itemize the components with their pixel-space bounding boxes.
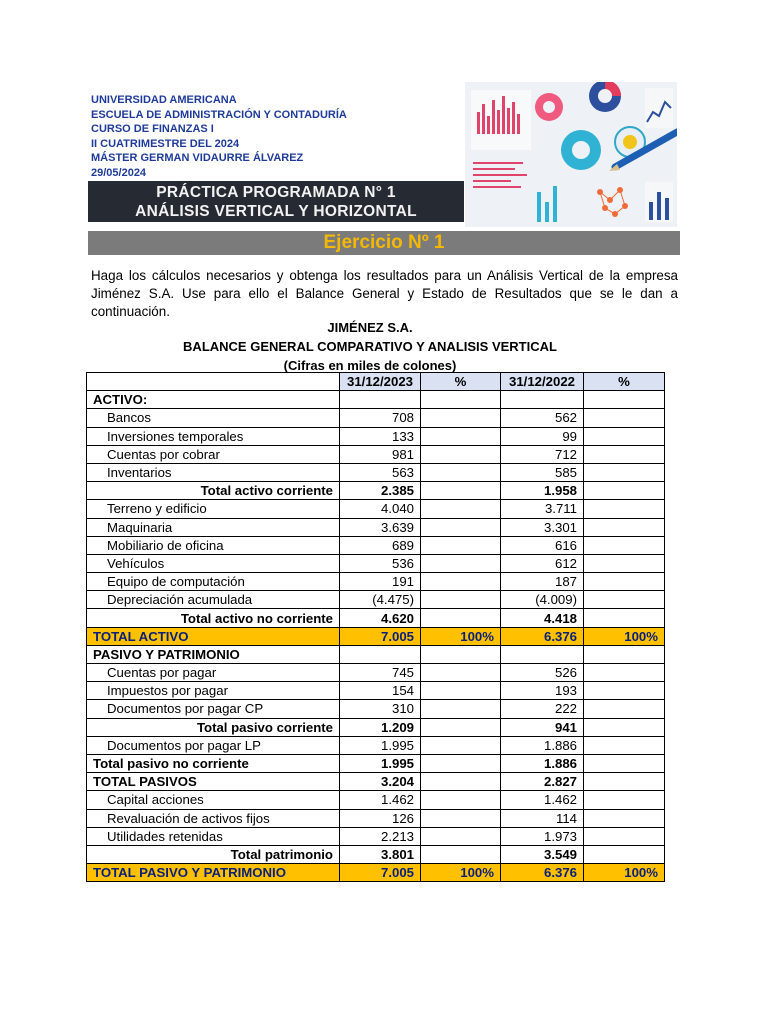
- value-2023: (4.475): [340, 591, 421, 609]
- value-2022: 2.827: [501, 773, 584, 791]
- percent-2022: [584, 573, 665, 591]
- value-2022: [501, 645, 584, 663]
- value-2022: 3.549: [501, 845, 584, 863]
- charts-photo: [465, 82, 677, 227]
- value-2023: 1.209: [340, 718, 421, 736]
- row-label: ACTIVO:: [87, 391, 340, 409]
- header-cell-2022: 31/12/2022: [501, 373, 584, 391]
- row-label: TOTAL PASIVOS: [87, 773, 340, 791]
- table-row: [87, 445, 665, 463]
- percent-2022: [584, 391, 665, 409]
- value-2023: 745: [340, 664, 421, 682]
- percent-2022: [584, 718, 665, 736]
- table-row: [87, 573, 665, 591]
- value-2022: 1.958: [501, 482, 584, 500]
- value-2023: 191: [340, 573, 421, 591]
- percent-2023: [421, 645, 501, 663]
- percent-2023: [421, 445, 501, 463]
- value-2022: 712: [501, 445, 584, 463]
- value-2023: 4.040: [340, 500, 421, 518]
- percent-2023: [421, 427, 501, 445]
- table-row: [87, 827, 665, 845]
- value-2022: 1.462: [501, 791, 584, 809]
- value-2023: 310: [340, 700, 421, 718]
- percent-2022: [584, 845, 665, 863]
- row-label: Mobiliario de oficina: [87, 536, 340, 554]
- row-label: Capital acciones: [87, 791, 340, 809]
- row-label: Documentos por pagar CP: [87, 700, 340, 718]
- table-row: [87, 754, 665, 772]
- percent-2023: [421, 682, 501, 700]
- header-line-university: UNIVERSIDAD AMERICANA: [91, 94, 237, 106]
- table-row: [87, 391, 665, 409]
- row-label: Revaluación de activos fijos: [87, 809, 340, 827]
- percent-2023: 100%: [421, 864, 501, 882]
- percent-2023: [421, 518, 501, 536]
- table-header-row: [87, 373, 665, 391]
- instructions-paragraph: Haga los cálculos necesarios y obtenga los resultados para un Análisis Vertical de la empresa Jiménez S.A. Use para ello el Balance General y Estado de Resultados que se le dan a continuación.: [91, 268, 678, 319]
- percent-2023: [421, 736, 501, 754]
- report-subtitle: (Cifras en miles de colones): [283, 358, 457, 373]
- percent-2023: [421, 500, 501, 518]
- percent-2023: [421, 409, 501, 427]
- percent-2022: [584, 463, 665, 481]
- value-2022: 3.711: [501, 500, 584, 518]
- table-row: [87, 554, 665, 572]
- percent-2022: [584, 591, 665, 609]
- header-cell-pct-2023: %: [421, 373, 501, 391]
- value-2023: 3.639: [340, 518, 421, 536]
- percent-2022: [584, 518, 665, 536]
- table-row: [87, 591, 665, 609]
- value-2023: 154: [340, 682, 421, 700]
- row-label: Total activo corriente: [87, 482, 340, 500]
- row-label: Total pasivo no corriente: [87, 754, 340, 772]
- percent-2023: [421, 554, 501, 572]
- value-2022: 99: [501, 427, 584, 445]
- value-2023: 536: [340, 554, 421, 572]
- percent-2023: [421, 827, 501, 845]
- percent-2023: [421, 664, 501, 682]
- practice-title-line1: PRÁCTICA PROGRAMADA N° 1: [156, 184, 396, 201]
- value-2022: [501, 391, 584, 409]
- value-2022: 193: [501, 682, 584, 700]
- value-2023: 7.005: [340, 627, 421, 645]
- table-body: [87, 391, 665, 882]
- value-2023: 133: [340, 427, 421, 445]
- value-2023: 689: [340, 536, 421, 554]
- table-row: [87, 809, 665, 827]
- value-2023: 4.620: [340, 609, 421, 627]
- row-label: Cuentas por cobrar: [87, 445, 340, 463]
- percent-2023: [421, 791, 501, 809]
- value-2022: 1.973: [501, 827, 584, 845]
- table-row: [87, 482, 665, 500]
- row-label: Inversiones temporales: [87, 427, 340, 445]
- value-2022: 1.886: [501, 754, 584, 772]
- table-row: [87, 427, 665, 445]
- value-2023: 1.995: [340, 736, 421, 754]
- table-row: [87, 463, 665, 481]
- row-label: Total activo no corriente: [87, 609, 340, 627]
- header-cell-2023: 31/12/2023: [340, 373, 421, 391]
- row-label: Bancos: [87, 409, 340, 427]
- charts-illustration: [465, 82, 677, 227]
- header-cell-pct-2022: %: [584, 373, 665, 391]
- percent-2023: [421, 609, 501, 627]
- percent-2022: [584, 536, 665, 554]
- practice-title-line2: ANÁLISIS VERTICAL Y HORIZONTAL: [135, 203, 417, 220]
- row-label: Terreno y edificio: [87, 500, 340, 518]
- row-label: TOTAL PASIVO Y PATRIMONIO: [87, 864, 340, 882]
- value-2022: 585: [501, 463, 584, 481]
- value-2023: 708: [340, 409, 421, 427]
- value-2023: 1.462: [340, 791, 421, 809]
- value-2022: 6.376: [501, 627, 584, 645]
- percent-2023: [421, 536, 501, 554]
- value-2023: 981: [340, 445, 421, 463]
- value-2022: 3.301: [501, 518, 584, 536]
- row-label: Inventarios: [87, 463, 340, 481]
- percent-2023: [421, 700, 501, 718]
- percent-2022: [584, 409, 665, 427]
- value-2022: 4.418: [501, 609, 584, 627]
- percent-2022: 100%: [584, 864, 665, 882]
- percent-2022: [584, 427, 665, 445]
- value-2023: [340, 391, 421, 409]
- value-2022: 562: [501, 409, 584, 427]
- percent-2022: [584, 645, 665, 663]
- table-row: [87, 864, 665, 882]
- table-row: [87, 500, 665, 518]
- percent-2022: [584, 482, 665, 500]
- header-line-teacher: MÁSTER GERMAN VIDAURRE ÁLVAREZ: [91, 152, 304, 164]
- value-2022: 616: [501, 536, 584, 554]
- value-2023: 7.005: [340, 864, 421, 882]
- table-row: [87, 736, 665, 754]
- percent-2022: [584, 809, 665, 827]
- percent-2023: [421, 463, 501, 481]
- percent-2022: [584, 827, 665, 845]
- row-label: Documentos por pagar LP: [87, 736, 340, 754]
- header-line-term: II CUATRIMESTRE DEL 2024: [91, 137, 240, 150]
- table-row: [87, 773, 665, 791]
- header-cell-label: [87, 373, 340, 391]
- table-row: [87, 700, 665, 718]
- percent-2023: [421, 718, 501, 736]
- percent-2022: [584, 682, 665, 700]
- percent-2022: [584, 754, 665, 772]
- value-2022: 114: [501, 809, 584, 827]
- percent-2023: [421, 845, 501, 863]
- table-row: [87, 645, 665, 663]
- course-header: [91, 93, 347, 180]
- value-2023: 1.995: [340, 754, 421, 772]
- percent-2022: [584, 500, 665, 518]
- value-2022: 222: [501, 700, 584, 718]
- percent-2023: 100%: [421, 627, 501, 645]
- percent-2023: [421, 809, 501, 827]
- value-2022: 941: [501, 718, 584, 736]
- row-label: Cuentas por pagar: [87, 664, 340, 682]
- table-row: [87, 536, 665, 554]
- percent-2022: [584, 664, 665, 682]
- table-row: [87, 664, 665, 682]
- value-2023: 2.213: [340, 827, 421, 845]
- company-name: JIMÉNEZ S.A.: [327, 320, 413, 335]
- percent-2022: [584, 554, 665, 572]
- value-2023: 126: [340, 809, 421, 827]
- table-row: [87, 682, 665, 700]
- row-label: Total pasivo corriente: [87, 718, 340, 736]
- table-row: [87, 791, 665, 809]
- value-2022: (4.009): [501, 591, 584, 609]
- row-label: Depreciación acumulada: [87, 591, 340, 609]
- row-label: Total patrimonio: [87, 845, 340, 863]
- row-label: Vehículos: [87, 554, 340, 572]
- percent-2023: [421, 591, 501, 609]
- value-2022: 526: [501, 664, 584, 682]
- header-line-school: ESCUELA DE ADMINISTRACIÓN Y CONTADURÍA: [91, 108, 347, 121]
- row-label: TOTAL ACTIVO: [87, 627, 340, 645]
- value-2022: 6.376: [501, 864, 584, 882]
- exercise-heading: Ejercicio Nº 1: [88, 231, 680, 255]
- percent-2022: [584, 445, 665, 463]
- percent-2023: [421, 573, 501, 591]
- value-2023: [340, 645, 421, 663]
- balance-sheet-table: [86, 372, 665, 882]
- percent-2023: [421, 773, 501, 791]
- percent-2022: [584, 791, 665, 809]
- table-row: [87, 518, 665, 536]
- row-label: Equipo de computación: [87, 573, 340, 591]
- table-row: [87, 627, 665, 645]
- percent-2022: [584, 736, 665, 754]
- percent-2022: [584, 700, 665, 718]
- value-2022: 612: [501, 554, 584, 572]
- value-2022: 187: [501, 573, 584, 591]
- report-title: BALANCE GENERAL COMPARATIVO Y ANALISIS VERTICAL: [183, 339, 557, 354]
- percent-2023: [421, 754, 501, 772]
- percent-2022: [584, 609, 665, 627]
- percent-2023: [421, 391, 501, 409]
- row-label: Maquinaria: [87, 518, 340, 536]
- value-2022: 1.886: [501, 736, 584, 754]
- header-line-date: 29/05/2024: [91, 166, 147, 179]
- value-2023: 563: [340, 463, 421, 481]
- value-2023: 2.385: [340, 482, 421, 500]
- value-2023: 3.801: [340, 845, 421, 863]
- table-row: [87, 409, 665, 427]
- percent-2022: 100%: [584, 627, 665, 645]
- table-row: [87, 609, 665, 627]
- row-label: PASIVO Y PATRIMONIO: [87, 645, 340, 663]
- table-row: [87, 718, 665, 736]
- percent-2022: [584, 773, 665, 791]
- row-label: Impuestos por pagar: [87, 682, 340, 700]
- header-line-course: CURSO DE FINANZAS I: [91, 123, 214, 135]
- table-row: [87, 845, 665, 863]
- practice-title: [88, 181, 464, 222]
- percent-2023: [421, 482, 501, 500]
- row-label: Utilidades retenidas: [87, 827, 340, 845]
- report-heading: [85, 318, 655, 375]
- value-2023: 3.204: [340, 773, 421, 791]
